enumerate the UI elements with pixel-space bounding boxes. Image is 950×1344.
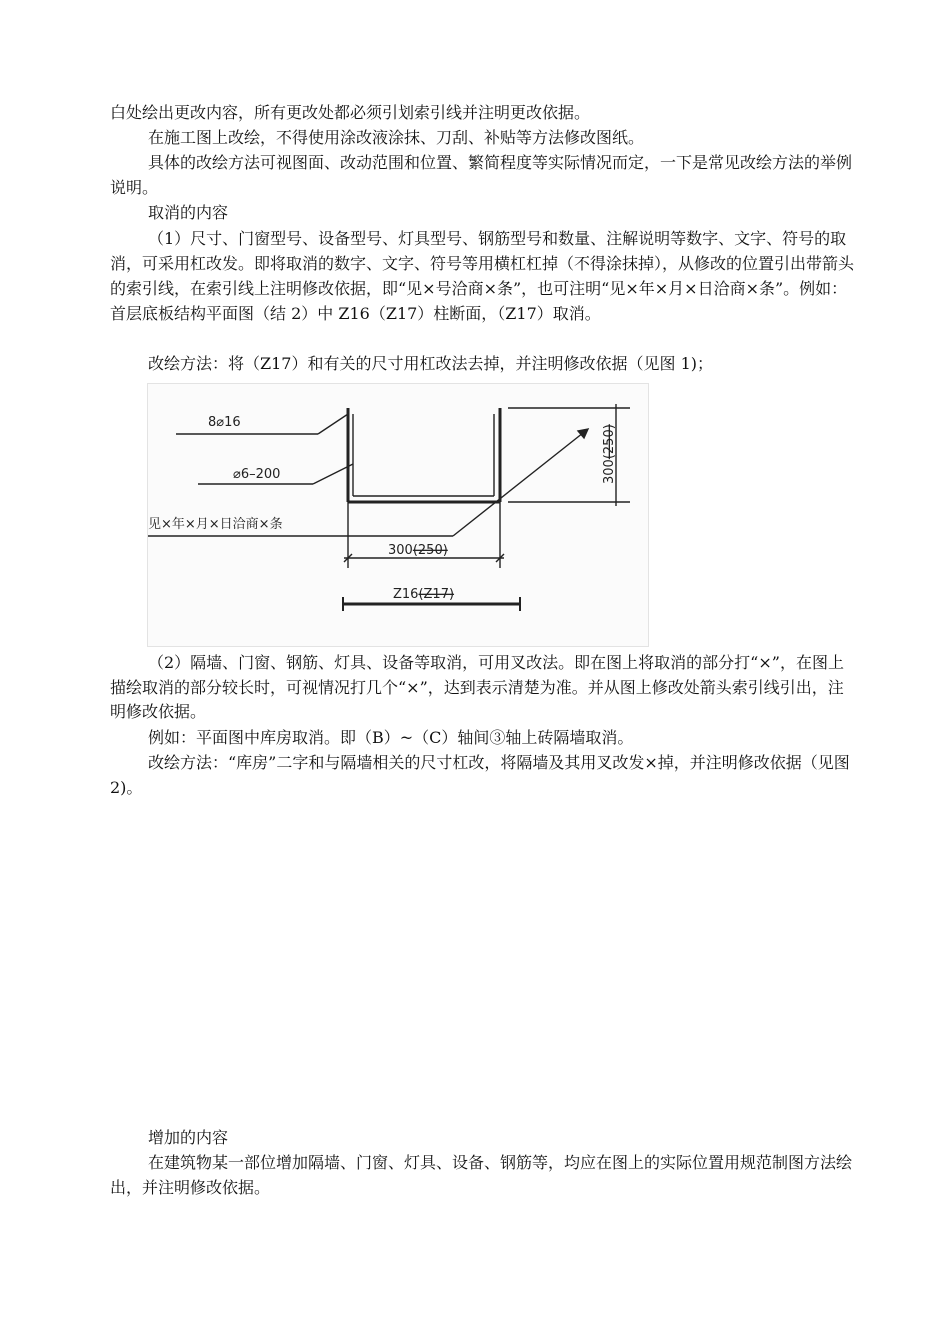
paragraph-7: 例如：平面图中库房取消。即（B）~（C）轴间③轴上砖隔墙取消。 (148, 728, 634, 747)
figure-1-column-section (147, 383, 649, 647)
height-dimension-label: 300(250) (602, 424, 617, 484)
paragraph-8: 改绘方法：“库房”二字和与隔墙相关的尺寸杠改，将隔墙及其用叉改发×掉，并注明修改依据（见图 2)。 (110, 753, 850, 797)
paragraph-2: 在施工图上改绘，不得使用涂改液涂抹、刀刮、补贴等方法修改图纸。 (148, 128, 645, 147)
section-heading-cancel: 取消的内容 (148, 203, 229, 222)
paragraph-6: （2）隔墙、门窗、钢筋、灯具、设备等取消，可用叉改法。即在图上将取消的部分打“×”，在图上描绘取消的部分较长时，可视情况打几个“×”，达到表示清楚为准。并从图上修改处箭头索引线引出，注明修改依据。 (110, 653, 844, 721)
paragraph-3: 具体的改绘方法可视图面、改动范围和位置、繁简程度等实际情况而定，一下是常见改绘方法的举例说明。 (110, 153, 853, 197)
paragraph-4: （1）尺寸、门窗型号、设备型号、灯具型号、钢筋型号和数量、注解说明等数字、文字、符号的取消，可采用杠改发。即将取消的数字、文字、符号等用横杠杠掉（不得涂抹掉），从修改的位置引出带箭头的索引线，在索引线上注明修改依据，即“见×号洽商×条”，也可注明“见×年×月×日洽商×条”。例如：首层底板结构平面图（结 2）中 Z16（Z17）柱断面，（Z17）取消。 (110, 229, 855, 323)
section-heading-add: 增加的内容 (148, 1128, 229, 1147)
rebar-main-label: 8⌀16 (208, 415, 241, 430)
revision-note-label: 见×年×月×日洽商×条 (148, 517, 283, 532)
column-label: Z16(Z17) (393, 587, 455, 602)
stirrup-label: ⌀6–200 (233, 467, 281, 482)
paragraph-9: 在建筑物某一部位增加隔墙、门窗、灯具、设备、钢筋等，均应在图上的实际位置用规范制图方法绘出，并注明修改依据。 (110, 1153, 853, 1197)
width-dimension-label: 300(250) (388, 543, 448, 558)
paragraph-1: 白处绘出更改内容，所有更改处都必须引划索引线并注明更改依据。 (110, 103, 591, 122)
paragraph-5: 改绘方法：将（Z17）和有关的尺寸用杠改法去掉，并注明修改依据（见图 1)； (148, 354, 713, 373)
